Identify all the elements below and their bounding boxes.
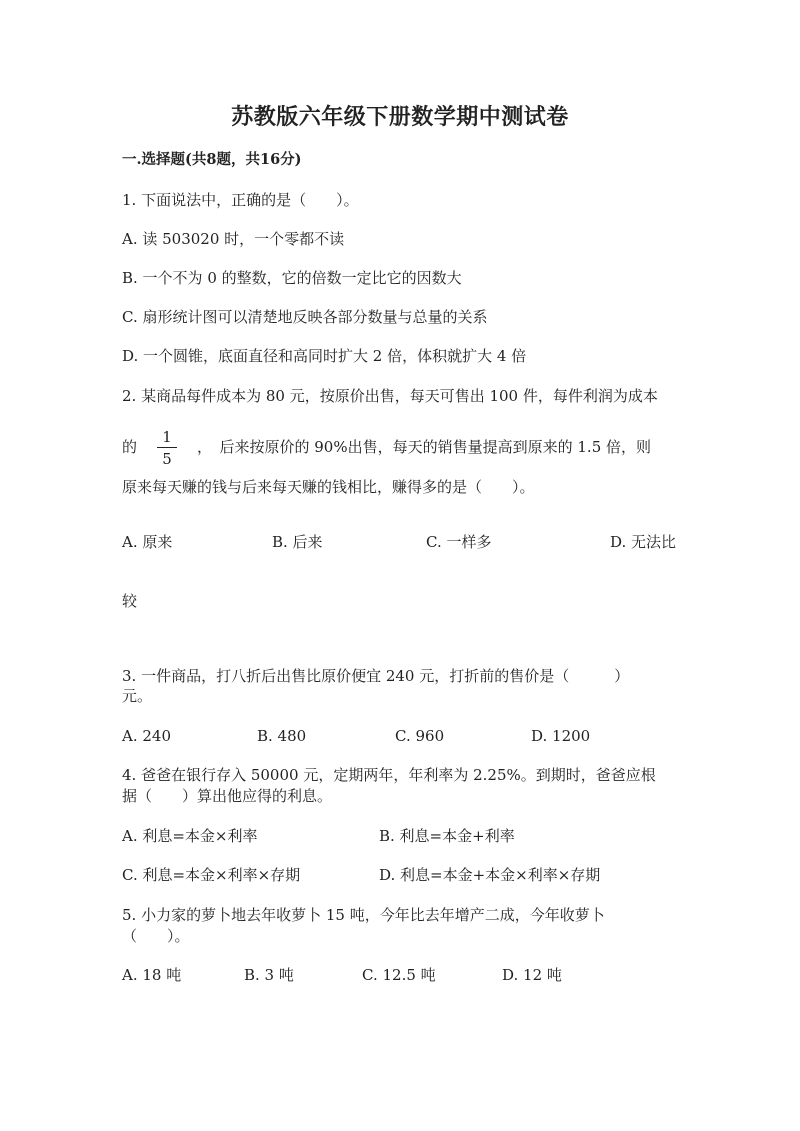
question-3-option-b: B. 480 — [257, 727, 307, 745]
question-4-option-b: B. 利息=本金+利率 — [379, 827, 515, 845]
question-4-line-2: 据（ ）算出他应得的利息。 — [122, 787, 333, 805]
question-2-option-b: B. 后来 — [272, 533, 323, 551]
question-3-option-d: D. 1200 — [531, 727, 591, 745]
question-3-option-a: A. 240 — [122, 727, 171, 745]
fraction-numerator: 1 — [162, 428, 172, 446]
question-2-option-d-wrap: 较 — [122, 592, 138, 610]
question-2-option-a: A. 原来 — [122, 533, 173, 551]
question-3-line-1: 3. 一件商品，打八折后出售比原价便宜 240 元，打折前的售价是（ ） — [122, 667, 630, 685]
question-1-option-d: D. 一个圆锥，底面直径和高同时扩大 2 倍，体积就扩大 4 倍 — [122, 347, 527, 365]
question-1-option-b: B. 一个不为 0 的整数，它的倍数一定比它的因数大 — [122, 269, 462, 287]
fraction-bar — [157, 447, 177, 448]
question-2-line-2-prefix: 的 — [122, 438, 138, 456]
question-5-option-d: D. 12 吨 — [502, 966, 562, 984]
question-2-line-1: 2. 某商品每件成本为 80 元，按原价出售，每天可售出 100 件，每件利润为成本 — [122, 387, 658, 405]
question-4-line-1: 4. 爸爸在银行存入 50000 元，定期两年，年利率为 2.25%。到期时，爸爸应根 — [122, 766, 656, 784]
question-2-option-c: C. 一样多 — [426, 533, 492, 551]
fraction-one-fifth — [157, 429, 177, 467]
question-5-option-a: A. 18 吨 — [122, 966, 182, 984]
question-3-line-2: 元。 — [122, 687, 153, 705]
question-5-option-b: B. 3 吨 — [244, 966, 294, 984]
question-1-stem: 1. 下面说法中，正确的是（ ）。 — [122, 191, 359, 209]
question-5-line-2: （ ）。 — [122, 927, 190, 945]
question-4-option-c: C. 利息=本金×利率×存期 — [122, 866, 301, 884]
question-2-line-2-suffix: ， 后来按原价的 90%出售，每天的销售量提高到原来的 1.5 倍，则 — [197, 438, 652, 456]
question-5-line-1: 5. 小力家的萝卜地去年收萝卜 15 吨，今年比去年增产二成，今年收萝卜 — [122, 906, 605, 924]
fraction-denominator: 5 — [162, 450, 172, 468]
question-1-option-a: A. 读 503020 时，一个零都不读 — [122, 230, 345, 248]
page-title: 苏教版六年级下册数学期中测试卷 — [231, 104, 569, 130]
question-2-option-d: D. 无法比 — [610, 533, 677, 551]
question-4-option-d: D. 利息=本金+本金×利率×存期 — [379, 866, 601, 884]
question-3-option-c: C. 960 — [395, 727, 445, 745]
question-5-option-c: C. 12.5 吨 — [362, 966, 436, 984]
question-1-option-c: C. 扇形统计图可以清楚地反映各部分数量与总量的关系 — [122, 308, 488, 326]
question-2-line-3: 原来每天赚的钱与后来每天赚的钱相比，赚得多的是（ ）。 — [122, 478, 535, 496]
section-heading: 一.选择题(共8题，共16分) — [122, 151, 302, 168]
question-4-option-a: A. 利息=本金×利率 — [122, 827, 258, 845]
